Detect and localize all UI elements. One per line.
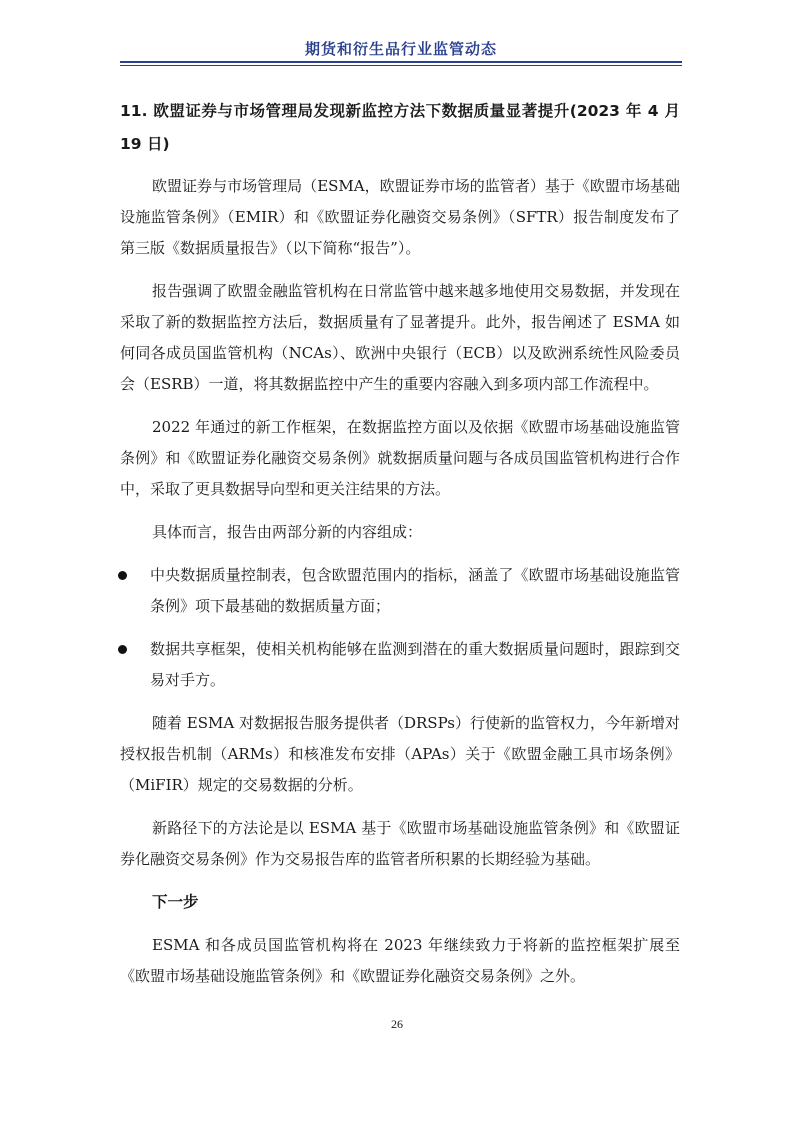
- list-item-text: 数据共享框架，使相关机构能够在监测到潜在的重大数据质量问题时，跟踪到交易对手方。: [150, 640, 680, 689]
- article-body: [120, 95, 680, 1004]
- paragraph-report-emphasis: 报告强调了欧盟金融监管机构在日常监管中越来越多地使用交易数据，并发现在采取了新的数据监控方法后，数据质量有了显著提升。此外，报告阐述了 ESMA 如何同各成员国监管机构（NCAs）、欧洲中央银行（ECB）以及欧洲系统性风险委员会（ESRB）一道，将其数据监控中产生的重要内容融入到多项内部工作流程中。: [120, 282, 680, 393]
- header-divider-thick: [120, 61, 682, 63]
- header-divider-thin: [120, 65, 682, 66]
- paragraph-components-intro: 具体而言，报告由两部分新的内容组成：: [152, 523, 423, 541]
- list-item: [120, 560, 680, 622]
- paragraph-methodology: 新路径下的方法论是以 ESMA 基于《欧盟市场基础设施监管条例》和《欧盟证券化融资交易条例》作为交易报告库的监管者所积累的长期经验为基础。: [120, 819, 680, 868]
- bullet-icon: [118, 571, 127, 580]
- paragraph-next-steps: ESMA 和各成员国监管机构将在 2023 年继续致力于将新的监控框架扩展至《欧盟市场基础设施监管条例》和《欧盟证券化融资交易条例》之外。: [120, 936, 680, 985]
- paragraph-intro: 欧盟证券与市场管理局（ESMA，欧盟证券市场的监管者）基于《欧盟市场基础设施监管条例》（EMIR）和《欧盟证券化融资交易条例》（SFTR）报告制度发布了第三版《数据质量报告》（以下简称“报告”）。: [120, 177, 680, 257]
- next-steps-heading: 下一步: [152, 893, 199, 911]
- list-item-text: 中央数据质量控制表，包含欧盟范围内的指标，涵盖了《欧盟市场基础设施监管条例》项下最基础的数据质量方面；: [150, 566, 680, 615]
- list-item: [120, 634, 680, 696]
- paragraph-framework: 2022 年通过的新工作框架，在数据监控方面以及依据《欧盟市场基础设施监管条例》和《欧盟证券化融资交易条例》就数据质量问题与各成员国监管机构进行合作中，采取了更具数据导向型和更关注结果的方法。: [120, 418, 680, 498]
- bullet-icon: [118, 645, 127, 654]
- running-header: 期货和衍生品行业监管动态: [304, 40, 497, 58]
- article-title: 11. 欧盟证券与市场管理局发现新监控方法下数据质量显著提升(2023 年 4 月 19 日): [120, 102, 680, 153]
- paragraph-drsp: 随着 ESMA 对数据报告服务提供者（DRSPs）行使新的监管权力，今年新增对授权报告机制（ARMs）和核准发布安排（APAs）关于《欧盟金融工具市场条例》（MiFIR）规定的交易数据的分析。: [120, 714, 680, 794]
- page-number: 26: [391, 1017, 403, 1031]
